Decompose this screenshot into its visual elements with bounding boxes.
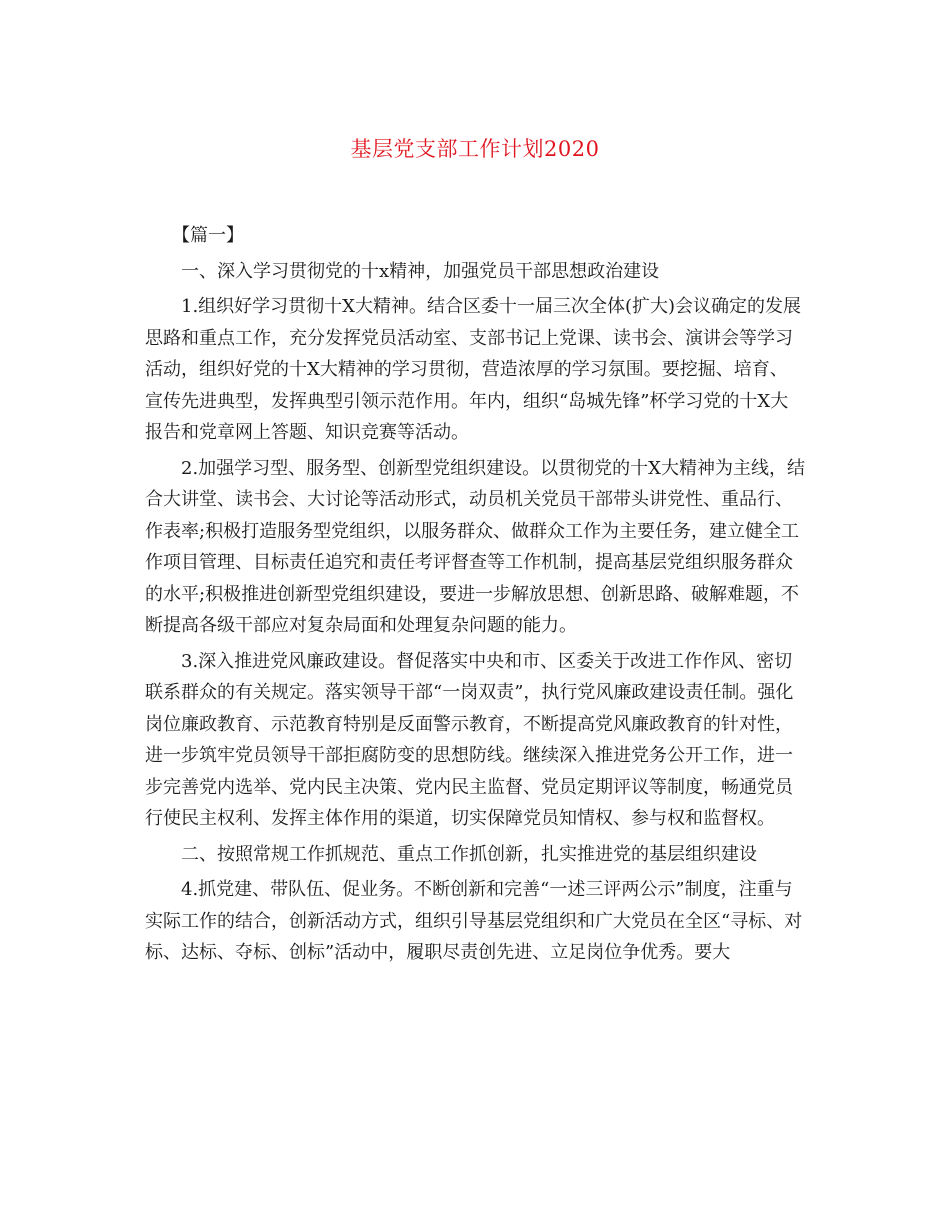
document-title: 基层党支部工作计划2020 <box>350 137 600 161</box>
paragraph-item-3: 3.深入推进党风廉政建设。督促落实中央和市、区委关于改进工作作风、密切联系群众的有关规定。落实领导干部“一岗双责”，执行党风廉政建设责任制。强化岗位廉政教育、示范教育特别是反面警示教育，不断提高党风廉政教育的针对性，进一步筑牢党员领导干部拒腐防变的思想防线。继续深入推进党务公开工作，进一步完善党内选举、党内民主决策、党内民主监督、党员定期评议等制度，畅通党员行使民主权利、发挥主体作用的渠道，切实保障党员知情权、参与权和监督权。 <box>145 650 794 829</box>
document-body <box>145 220 805 973</box>
paragraph-item-1: 1.组织好学习贯彻十X大精神。结合区委十一届三次全体(扩大)会议确定的发展思路和重点工作，充分发挥党员活动室、支部书记上党课、读书会、演讲会等学习活动，组织好党的十X大精神的学习贯彻，营造浓厚的学习氛围。要挖掘、培育、宣传先进典型，发挥典型引领示范作用。年内，组织“岛城先锋”杯学习党的十X大报告和党章网上答题、知识竞赛等活动。 <box>145 296 802 443</box>
paragraph-item-4: 4.抓党建、带队伍、促业务。不断创新和完善“一述三评两公示”制度，注重与实际工作的结合，创新活动方式，组织引导基层党组织和广大党员在全区“寻标、对标、达标、夺标、创标”活动中，履职尽责创先进、立足岗位争优秀。要大 <box>145 879 803 963</box>
paragraph-item-2: 2.加强学习型、服务型、创新型党组织建设。以贯彻党的十X大精神为主线，结合大讲堂、读书会、大讨论等活动形式，动员机关党员干部带头讲党性、重品行、作表率;积极打造服务型党组织，以服务群众、做群众工作为主要任务，建立健全工作项目管理、目标责任追究和责任考评督查等工作机制，提高基层党组织服务群众的水平;积极推进创新型党组织建设，要进一步解放思想、创新思路、破解难题，不断提高各级干部应对复杂局面和处理复杂问题的能力。 <box>145 457 805 636</box>
section-label: 【篇一】 <box>172 225 244 246</box>
section-heading-2: 二、按照常规工作抓规范、重点工作抓创新，扎实推进党的基层组织建设 <box>181 843 757 865</box>
section-heading-1: 一、深入学习贯彻党的十x精神，加强党员干部思想政治建设 <box>181 260 660 282</box>
